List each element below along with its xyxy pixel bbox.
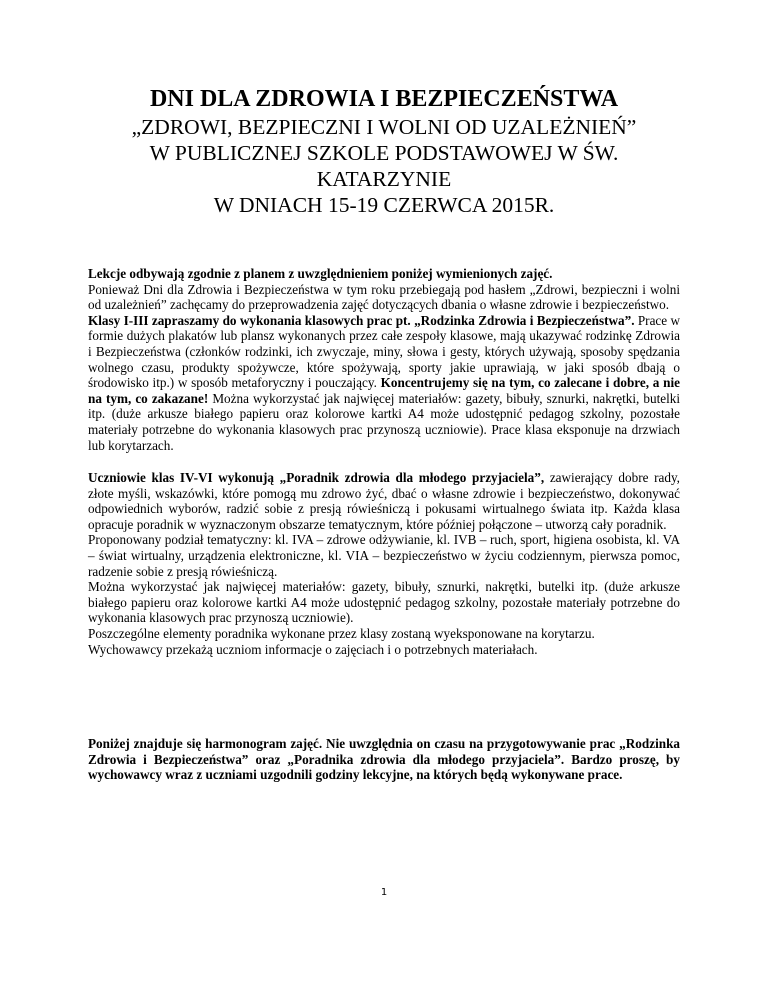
- document-subtitle: [0, 114, 768, 218]
- document-title: DNI DLA ZDROWIA I BEZPIECZEŃSTWA: [149, 86, 619, 112]
- paragraph: Poniżej znajduje się harmonogram zajęć. Nie uwzględnia on czasu na przygotowywanie prac „Rodzinka Zdrowia i Bezpieczeństwa” oraz „Poradnika zdrowia dla młodego przyjaciela”. Bardzo proszę, by wychowawcy wraz z uczniami uzgodnili godziny lekcyjne, na których będą wykonywane prace.: [88, 736, 680, 783]
- text: Prace w formie dużych plakatów lub plansz wykonanych przez całe zespoły klasowe, mają ukazywać rodzinkę Zdrowia i Bezpieczeństwa (członków rodzinki, ich zwyczaje, miny, słowa i gesty, których używają, sposoby spędzania wolnego czasu, produkty spożywcze, które spożywają, sporty jakie uprawiają, w jaki sposób dbają o środowisko itp.) w sposób metaforyczny i pouczający.: [88, 312, 680, 391]
- subtitle-line: „ZDROWI, BEZPIECZNI I WOLNI OD UZALEŻNIEŃ”: [131, 115, 637, 139]
- section-guide: [88, 470, 680, 657]
- paragraph: Można wykorzystać jak najwięcej materiałów: gazety, bibuły, sznurki, nakrętki, butelki itp. (duże arkusze białego papieru oraz kolorowe kartki A4 może udostępnić pedagog szkolny, pozostałe materiały potrzebne do wykonania klasowych prac przynoszą uczniowie).: [88, 579, 680, 626]
- paragraph: Proponowany podział tematyczny: kl. IVA – zdrowe odżywianie, kl. IVB – ruch, sport, higiena osobista, kl. VA – świat wirtualny, urządzenia elektroniczne, kl. VIA – bezpieczeństwo w życiu codziennym, pierwsza pomoc, radzenie sobie z presją rówieśniczą.: [88, 532, 680, 579]
- section-heading: Lekcje odbywają zgodnie z planem z uwzględnieniem poniżej wymienionych zajęć.: [88, 266, 553, 281]
- subtitle-line: KATARZYNIE: [316, 167, 452, 191]
- section-schedule-note: [88, 736, 680, 783]
- text: zawierający dobre rady, złote myśli, wskazówki, które pomogą mu zdrowo żyć, dbać o własne zdrowie i bezpieczeństwo, dokonywać odpowiednich wyborów, radzić sobie z presją rówieśniczą i pokusami wirtualnego świata itp. Każda klasa opracuje poradnik w wyznaczonym obszarze tematycznym, które później połączone – utworzą cały poradnik.: [88, 470, 680, 532]
- paragraph: Wychowawcy przekażą uczniom informacje o zajęciach i o potrzebnych materiałach.: [88, 641, 538, 657]
- paragraph: Poszczególne elementy poradnika wykonane przez klasy zostaną wyeksponowane na korytarzu.: [88, 625, 595, 641]
- section-lessons: [88, 266, 680, 453]
- page-number: 1: [380, 887, 388, 898]
- paragraph: [88, 470, 680, 532]
- subtitle-line: W DNIACH 15-19 CZERWCA 2015R.: [213, 193, 555, 217]
- text: Można wykorzystać jak najwięcej materiałów: gazety, bibuły, sznurki, nakrętki, butelki itp. (duże arkusze białego papieru oraz kolorowe kartki A4 może udostępnić pedagog szkolny, pozostałe materiały potrzebne do wykonania klasowych prac przynoszą uczniowie). Prace klasa eksponuje na drzwiach lub korytarzach.: [88, 390, 681, 453]
- bold-text: Koncentrujemy się na tym, co zalecane i dobre, a nie na tym, co zakazane!: [88, 375, 680, 406]
- subtitle-line: W PUBLICZNEJ SZKOLE PODSTAWOWEJ W ŚW.: [149, 141, 619, 165]
- paragraph: Ponieważ Dni dla Zdrowia i Bezpieczeństwa w tym roku przebiegają pod hasłem „Zdrowi, bezpieczni i wolni od uzależnień” zachęcamy do przeprowadzenia zajęć dotyczących dbania o własne zdrowie i bezpieczeństwo.: [88, 281, 680, 313]
- bold-text: Uczniowie klas IV-VI wykonują „Poradnik zdrowia dla młodego przyjaciela”,: [88, 470, 545, 485]
- bold-text: Klasy I-III zapraszamy do wykonania klasowych prac pt. „Rodzinka Zdrowia i Bezpieczeństwa”.: [88, 312, 635, 328]
- paragraph: [88, 313, 680, 453]
